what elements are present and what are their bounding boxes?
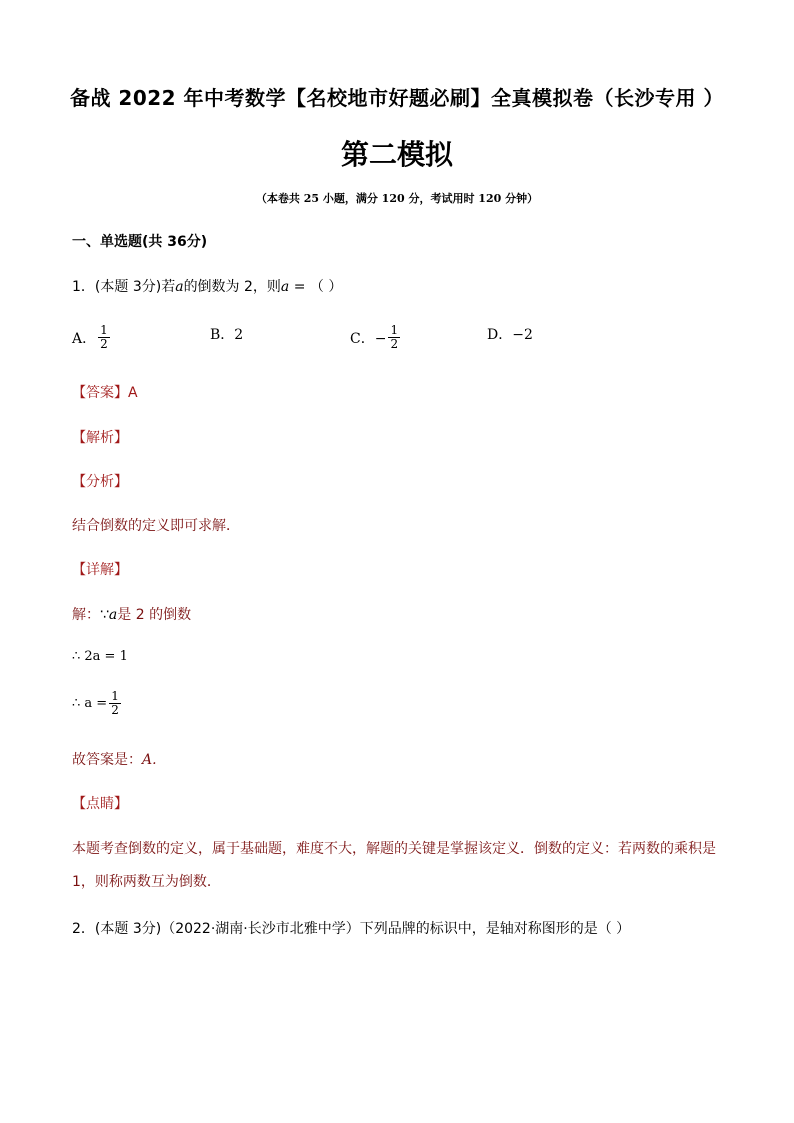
step-1-rest: 是 2 的倒数 xyxy=(117,607,192,623)
analysis-label: 【解析】 xyxy=(72,430,128,446)
fraction-numerator: 1 xyxy=(100,323,108,337)
solution-step-1 xyxy=(72,604,191,624)
question-2: 2．(本题 3分)（2022·湖南·长沙市北雅中学）下列品牌的标识中，是轴对称图形的是（ ） xyxy=(72,921,631,937)
fraction-denominator: 2 xyxy=(111,703,119,717)
question-1-middle: 的倒数为 2，则 xyxy=(183,279,281,295)
step-1-prefix: 解： xyxy=(72,607,100,623)
step-4-answer: A. xyxy=(142,752,157,768)
reasoning-text: 结合倒数的定义即可求解． xyxy=(72,518,240,534)
solution-step-3 xyxy=(72,690,123,717)
variable-a-2: a xyxy=(280,279,290,295)
option-c-fraction xyxy=(388,324,400,351)
option-a xyxy=(72,324,112,351)
question-1-prefix: 1．(本题 3分)若 xyxy=(72,279,176,295)
option-a-fraction xyxy=(98,324,110,351)
fraction-denominator: 2 xyxy=(100,337,108,351)
section-heading: 一、单选题(共 36分) xyxy=(72,234,208,250)
fraction-numerator: 1 xyxy=(111,689,119,703)
commentary-line-1: 本题考查倒数的定义，属于基础题，难度不大，解题的关键是掌握该定义．倒数的定义：若两数的乘积是 xyxy=(72,841,716,857)
solution-step-2: ∴ 2a = 1 xyxy=(72,649,128,664)
fraction-denominator: 2 xyxy=(390,337,399,351)
answer-row xyxy=(72,382,138,402)
document-subtitle: 第二模拟 xyxy=(340,138,453,171)
option-d xyxy=(487,324,533,344)
option-b xyxy=(210,324,243,344)
solution-step-4 xyxy=(72,749,157,769)
commentary-line-2: 1，则称两数互为倒数． xyxy=(72,874,221,890)
question-1 xyxy=(72,276,342,296)
option-a-label: A． xyxy=(72,330,97,347)
answer-label: 【答案】 xyxy=(72,385,128,401)
question-1-equals: = （ ） xyxy=(289,279,343,295)
step-3-fraction xyxy=(109,690,121,717)
variable-a-3: a xyxy=(108,607,118,623)
step-3-prefix: ∴ a = xyxy=(72,696,108,711)
option-d-text: D．−2 xyxy=(487,327,533,343)
commentary-label: 【点睛】 xyxy=(72,796,128,812)
reasoning-label: 【分析】 xyxy=(72,474,128,490)
option-c xyxy=(350,324,402,351)
because-symbol: ∵ xyxy=(100,607,109,623)
variable-a: a xyxy=(175,279,184,295)
fraction-numerator: 1 xyxy=(390,323,399,337)
answer-value: A xyxy=(128,385,138,401)
detailed-solution-label: 【详解】 xyxy=(72,562,128,578)
document-title: 备战 2022 年中考数学【名校地市好题必刷】全真模拟卷（长沙专用 ） xyxy=(69,86,725,110)
step-4-prefix: 故答案是： xyxy=(72,752,142,768)
option-b-text: B．2 xyxy=(210,327,244,343)
exam-info-note: （本卷共 25 小题，满分 120 分，考试用时 120 分钟） xyxy=(255,192,539,205)
option-c-label: C．− xyxy=(350,330,387,347)
